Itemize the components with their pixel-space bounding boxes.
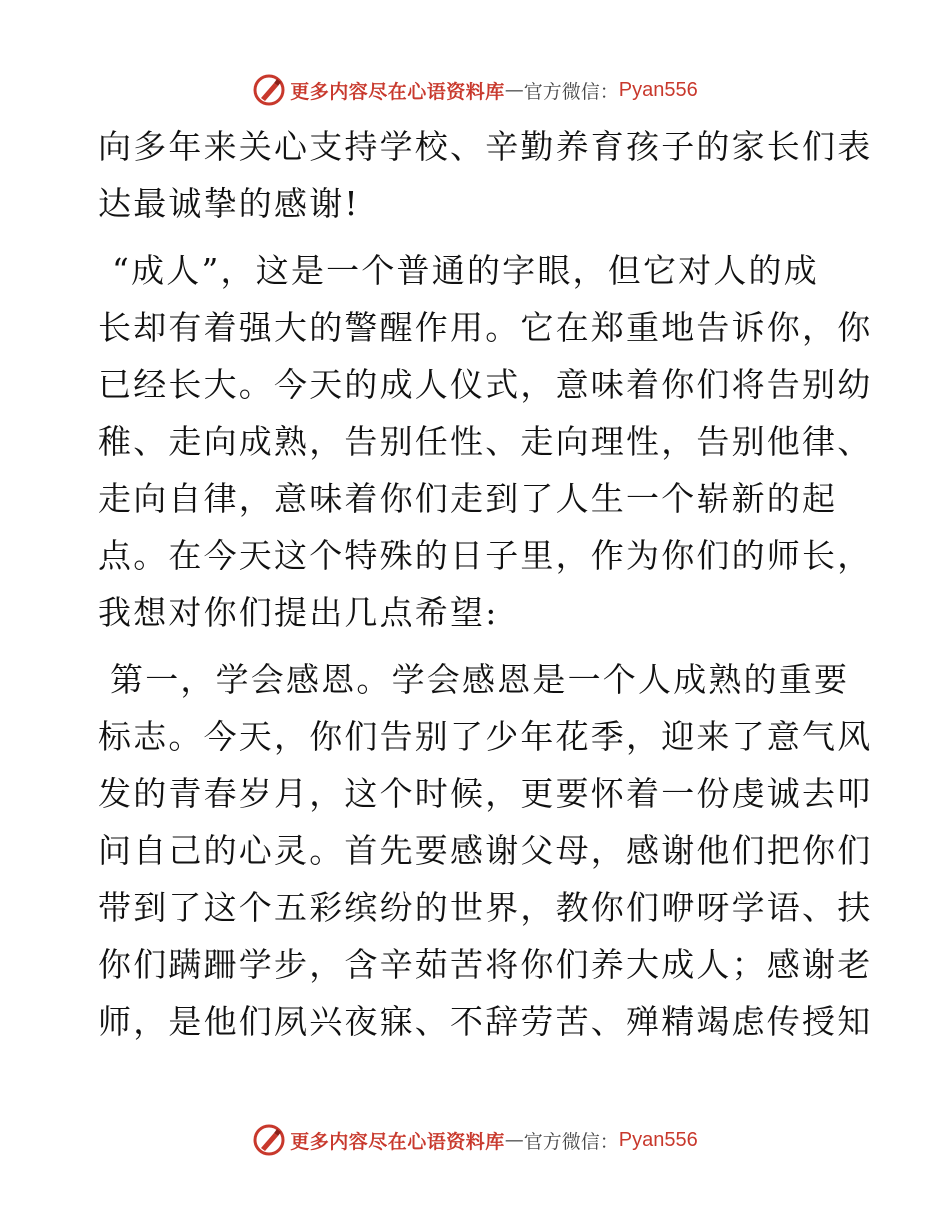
text-line: 点。在今天这个特殊的日子里，作为你们的师长， — [98, 536, 873, 575]
text-line: 已经长大。今天的成人仪式，意味着你们将告别幼 — [98, 365, 873, 404]
header-site-text: 更多内容尽在心语资料库 — [290, 80, 505, 103]
header-banner — [0, 70, 950, 110]
footer-wechat-id: Pyan556 — [618, 1128, 698, 1151]
pen-logo-icon — [252, 1123, 286, 1157]
footer-official-label: 官方微信： — [523, 1130, 619, 1153]
document-body — [98, 118, 873, 1050]
paragraph-1 — [98, 118, 873, 232]
footer-banner — [0, 1120, 950, 1160]
text-line: 问自己的心灵。首先要感谢父母，感谢他们把你们 — [98, 831, 873, 870]
text-line: 走向自律，意味着你们走到了人生一个崭新的起 — [98, 479, 838, 518]
text-line: 你们蹒跚学步，含辛茹苦将你们养大成人；感谢老 — [98, 945, 873, 984]
header-wechat-id: Pyan556 — [618, 78, 698, 101]
text-line: 带到了这个五彩缤纷的世界，教你们咿呀学语、扶 — [98, 888, 873, 927]
header-official-label: 官方微信： — [523, 80, 619, 103]
text-line: 标志。今天，你们告别了少年花季，迎来了意气风 — [98, 717, 873, 756]
text-line: “成人”，这是一个普通的字眼，但它对人的成 — [112, 251, 819, 290]
paragraph-3 — [98, 651, 873, 1050]
paragraph-2 — [98, 242, 873, 641]
pen-logo-icon — [252, 73, 286, 107]
text-line: 第一，学会感恩。学会感恩是一个人成熟的重要 — [110, 660, 850, 699]
footer-separator: — — [504, 1129, 524, 1151]
text-line: 我想对你们提出几点希望: — [98, 593, 499, 632]
text-line: 达最诚挚的感谢! — [98, 184, 360, 223]
text-line: 长却有着强大的警醒作用。它在郑重地告诉你，你 — [98, 308, 873, 347]
footer-site-text: 更多内容尽在心语资料库 — [290, 1130, 505, 1153]
text-line: 发的青春岁月，这个时候，更要怀着一份虔诚去叩 — [98, 774, 873, 813]
text-line: 稚、走向成熟，告别任性、走向理性，告别他律、 — [98, 422, 873, 461]
text-line: 师，是他们夙兴夜寐、不辞劳苦、殚精竭虑传授知 — [98, 1002, 873, 1041]
text-line: 向多年来关心支持学校、辛勤养育孩子的家长们表 — [98, 127, 873, 166]
header-separator: — — [504, 79, 524, 101]
